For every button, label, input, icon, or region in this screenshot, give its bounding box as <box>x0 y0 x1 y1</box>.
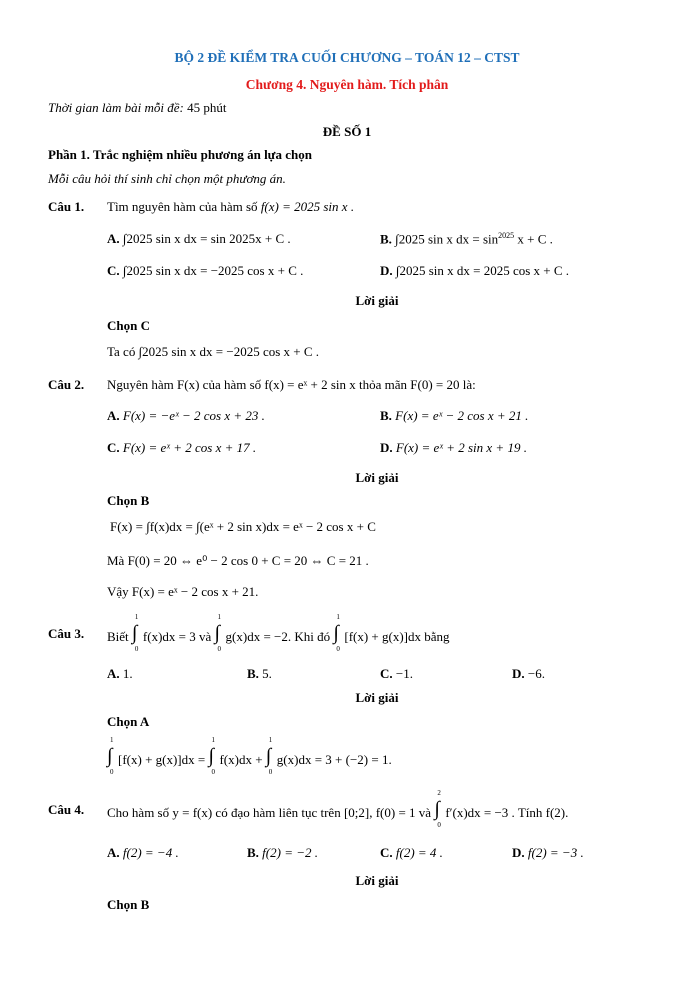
option-key: D. <box>380 263 393 278</box>
solution-line: Vậy F(x) = eˣ − 2 cos x + 21. <box>107 584 259 599</box>
stem-text: Biết <box>107 629 129 644</box>
option-d[interactable] <box>512 666 545 682</box>
integral-limit: 1 <box>211 736 215 744</box>
solution-heading: Lời giải <box>355 873 399 888</box>
solution-heading: Lời giải <box>355 690 399 705</box>
solution-line: F(x) = ∫f(x)dx = ∫(eˣ + 2 sin x)dx = eˣ − 2 cos x + C <box>110 519 376 534</box>
option-text: f(2) = −2 . <box>262 845 318 860</box>
definite-integral-icon <box>131 613 142 653</box>
question-label: Câu 2. <box>48 377 85 392</box>
definite-integral-icon <box>214 613 225 653</box>
time-label: Thời gian làm bài mỗi đề: <box>48 100 184 115</box>
option-a[interactable] <box>107 231 291 247</box>
option-key: C. <box>380 845 393 860</box>
option-b[interactable] <box>247 845 318 861</box>
option-text: F(x) = eˣ + 2 sin x + 19 . <box>395 440 527 455</box>
definite-integral-icon <box>434 789 444 829</box>
time-value: 45 phút <box>183 100 227 115</box>
option-text: F(x) = eˣ − 2 cos x + 21 . <box>395 408 529 423</box>
section-instruction: Mỗi câu hỏi thí sinh chỉ chọn một phương án. <box>48 171 286 186</box>
option-c[interactable] <box>107 263 303 279</box>
option-text: f(2) = −3 . <box>527 845 584 860</box>
chapter-subtitle: Chương 4. Nguyên hàm. Tích phân <box>245 77 449 92</box>
stem-text: bằng <box>424 629 450 644</box>
solution-line: Mà F(0) = 20 ⇔ e⁰ − 2 cos 0 + C = 20 ⇔ C = 21 . <box>107 553 369 568</box>
integral-limit: 0 <box>217 645 222 653</box>
definite-integral-icon <box>107 736 117 776</box>
stem-math: [f(x) + g(x)]dx <box>344 629 421 644</box>
definite-integral-icon <box>208 736 218 776</box>
integral-limit: 1 <box>134 613 139 621</box>
option-text: 5. <box>262 666 272 681</box>
definite-integral-icon <box>265 736 276 776</box>
stem-math: g(x)dx = −2 <box>225 629 288 644</box>
integral-limit: ∫ <box>214 622 221 644</box>
stem-text: Tìm nguyên hàm của hàm số <box>107 199 258 214</box>
definite-integral-icon <box>333 613 343 653</box>
option-key: B. <box>247 845 259 860</box>
exponent: 2025 <box>498 231 515 240</box>
solution-heading: Lời giải <box>355 293 399 308</box>
answer-choice: Chọn A <box>107 714 150 729</box>
option-key: D. <box>512 666 525 681</box>
option-text: F(x) = −eˣ − 2 cos x + 23 . <box>122 408 265 423</box>
answer-choice: Chọn B <box>107 897 150 912</box>
option-c[interactable] <box>107 440 256 456</box>
solution-line <box>107 736 392 776</box>
math-expression: [f(x) + g(x)]dx = <box>118 752 206 767</box>
stem-math: F(x) của hàm số f(x) = eˣ + 2 sin x thỏa mãn F(0) = 20 là: <box>177 377 476 392</box>
solution-heading: Lời giải <box>355 470 399 485</box>
option-text: 1. <box>122 666 133 681</box>
option-key: B. <box>380 408 392 423</box>
option-d[interactable] <box>380 440 527 456</box>
integral-limit: 0 <box>437 821 441 829</box>
stem-math: f(x) = 2025 sin x . <box>260 199 355 214</box>
question-label: Câu 4. <box>48 802 85 817</box>
option-text: −1. <box>395 666 413 681</box>
math-expression: f(x)dx + <box>219 752 263 767</box>
option-key: A. <box>107 666 120 681</box>
integral-limit: ∫ <box>208 745 214 767</box>
stem-text: Cho hàm số y = f(x) có đạo hàm liên tục trên [0;2], f(0) = 1 và <box>107 805 432 820</box>
solution-line: Ta có ∫2025 sin x dx = −2025 cos x + C . <box>107 344 320 359</box>
question-label: Câu 1. <box>48 199 85 214</box>
option-d[interactable] <box>512 845 584 861</box>
document-title: BỘ 2 ĐỀ KIỂM TRA CUỐI CHƯƠNG – TOÁN 12 – CTST <box>174 50 520 65</box>
integral-limit: 0 <box>211 768 215 776</box>
option-b[interactable] <box>247 666 272 682</box>
option-key: B. <box>380 231 392 247</box>
stem-text: . Khi đó <box>287 629 331 644</box>
integral-limit: 0 <box>336 645 340 653</box>
option-key: A. <box>107 845 120 860</box>
option-text: ∫2025 sin x dx = sin <box>395 231 499 247</box>
option-text: f(2) = −4 . <box>122 845 179 860</box>
option-a[interactable] <box>107 845 179 861</box>
integral-limit: 1 <box>110 736 114 744</box>
option-key: C. <box>107 263 120 278</box>
option-a[interactable] <box>107 408 265 424</box>
question-stem <box>107 377 476 393</box>
option-text: ∫2025 sin x dx = −2025 cos x + C . <box>122 263 304 278</box>
integral-limit: 0 <box>134 645 139 653</box>
question-stem <box>107 613 450 653</box>
option-key: C. <box>107 440 120 455</box>
answer-choice: Chọn C <box>107 318 150 333</box>
integral-limit: ∫ <box>265 745 272 767</box>
integral-limit: 1 <box>336 613 340 621</box>
stem-math: f(x)dx = 3 <box>142 629 196 644</box>
option-b[interactable] <box>380 231 553 247</box>
time-allowed <box>48 100 226 116</box>
question-label: Câu 3. <box>48 626 85 641</box>
option-c[interactable] <box>380 666 413 682</box>
option-key: D. <box>380 440 393 455</box>
option-text: F(x) = eˣ + 2 cos x + 17 . <box>122 440 257 455</box>
option-d[interactable] <box>380 263 569 279</box>
integral-limit: 0 <box>110 768 114 776</box>
integral-limit: 0 <box>268 768 273 776</box>
question-stem <box>107 199 354 215</box>
option-key: B. <box>247 666 259 681</box>
option-key: C. <box>380 666 393 681</box>
question-stem <box>107 789 569 829</box>
stem-math: f′(x)dx = −3 . Tính f(2). <box>445 805 569 820</box>
integral-limit: 1 <box>217 613 222 621</box>
option-b[interactable] <box>380 408 528 424</box>
option-text: ∫2025 sin x dx = sin 2025x + C . <box>122 231 291 246</box>
integral-limit: ∫ <box>333 622 339 644</box>
option-tail: x + C . <box>514 231 553 247</box>
option-c[interactable] <box>380 845 443 861</box>
integral-limit: ∫ <box>434 798 440 820</box>
section-title: Phần 1. Trắc nghiệm nhiều phương án lựa chọn <box>48 147 312 162</box>
exam-number: ĐỀ SỐ 1 <box>322 124 372 139</box>
answer-choice: Chọn B <box>107 493 150 508</box>
integral-limit: ∫ <box>107 745 113 767</box>
integral-limit: 1 <box>268 736 273 744</box>
option-a[interactable] <box>107 666 133 682</box>
stem-text: và <box>199 629 212 644</box>
option-text: f(2) = 4 . <box>395 845 443 860</box>
integral-limit: 2 <box>437 789 441 797</box>
option-text: −6. <box>527 666 545 681</box>
option-key: A. <box>107 231 120 246</box>
option-key: A. <box>107 408 120 423</box>
option-key: D. <box>512 845 525 860</box>
option-text: ∫2025 sin x dx = 2025 cos x + C . <box>395 263 570 278</box>
stem-text: Nguyên hàm <box>107 377 174 392</box>
math-expression: g(x)dx = 3 + (−2) = 1. <box>276 752 392 767</box>
integral-limit: ∫ <box>131 622 138 644</box>
